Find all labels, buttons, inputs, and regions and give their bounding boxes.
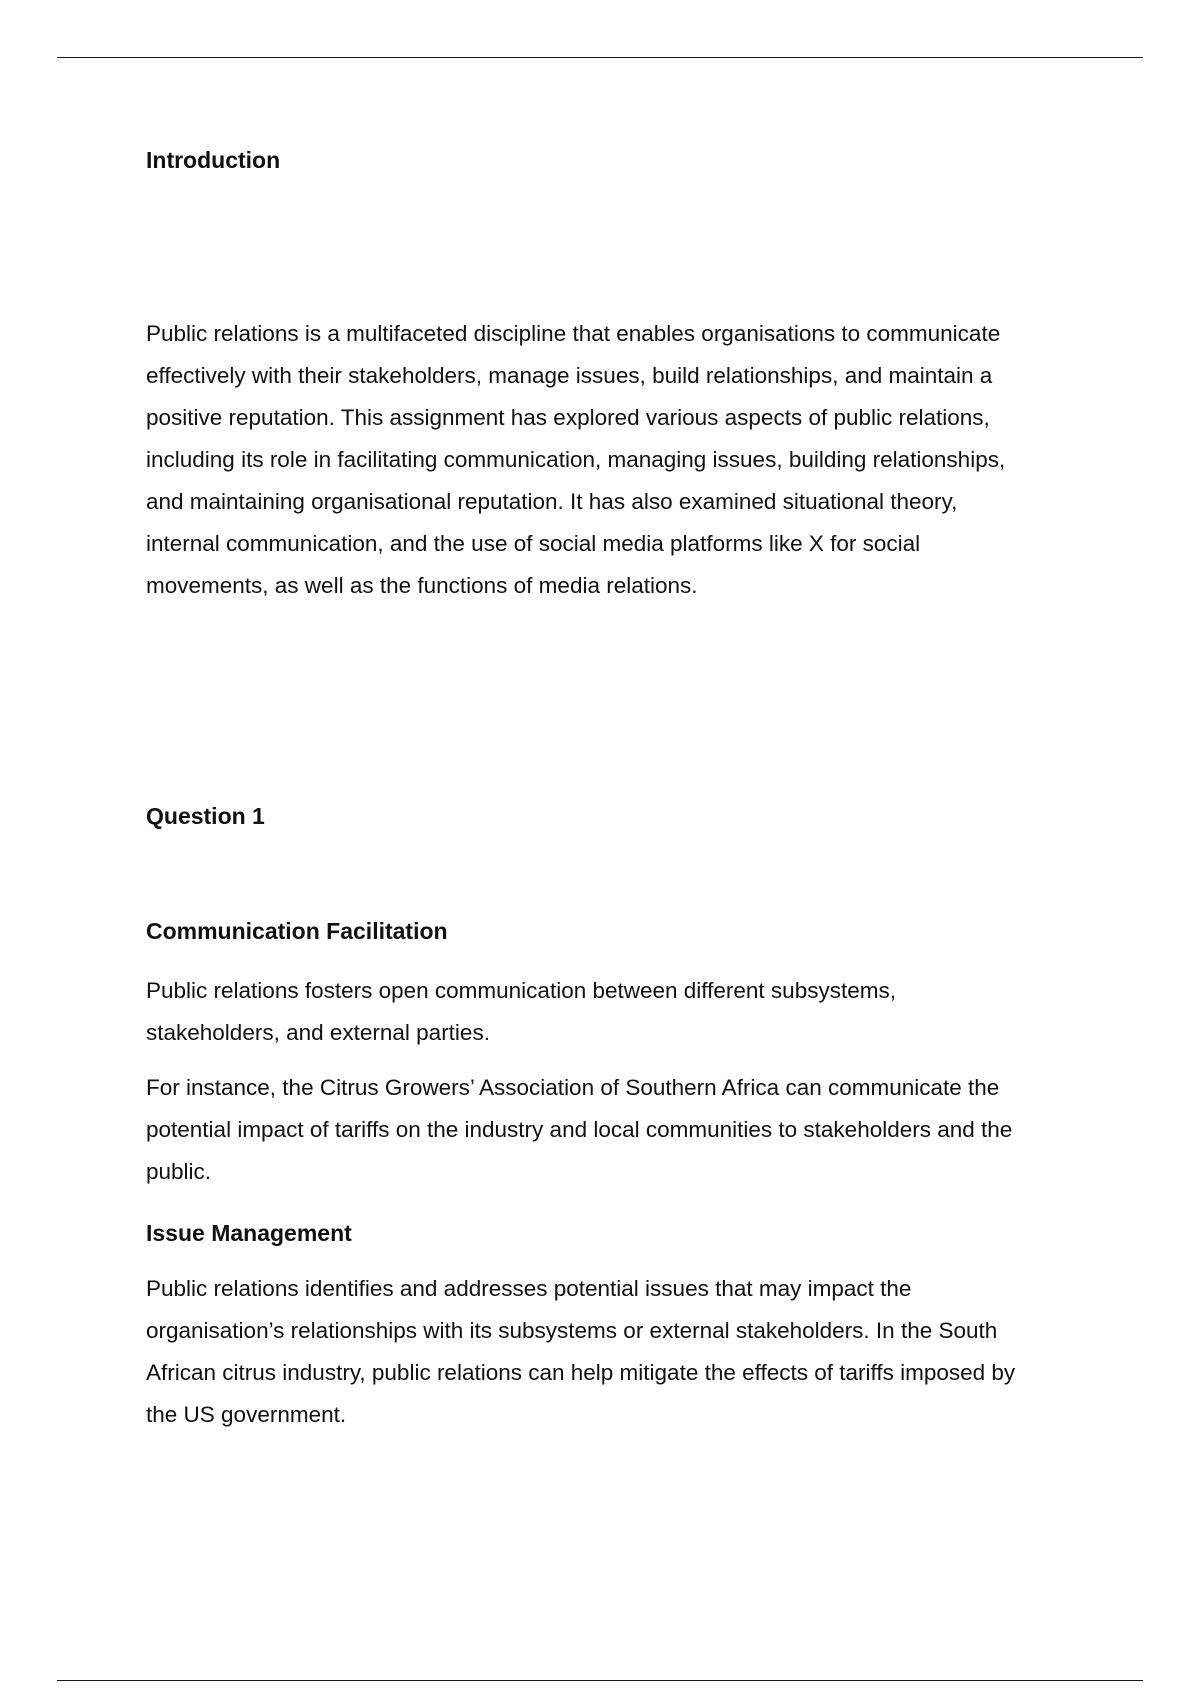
paragraph-line: including its role in facilitating communication, managing issues, building relationships, — [146, 447, 1006, 472]
communication-facilitation-heading: Communication Facilitation — [146, 918, 448, 944]
question-1-heading: Question 1 — [146, 803, 265, 829]
paragraph-line: the US government. — [146, 1402, 347, 1427]
issue-management-heading: Issue Management — [146, 1220, 352, 1246]
paragraph-line: positive reputation. This assignment has explored various aspects of public relations, — [146, 405, 990, 430]
paragraph-line: potential impact of tariffs on the industry and local communities to stakeholders and the — [146, 1117, 1013, 1142]
paragraph-line: Public relations identifies and addresses potential issues that may impact the — [146, 1276, 912, 1301]
paragraph-line: internal communication, and the use of social media platforms like X for social — [146, 531, 921, 556]
footer-rule — [57, 1680, 1143, 1681]
paragraph-line: and maintaining organisational reputation. It has also examined situational theory, — [146, 489, 958, 514]
communication-paragraph-2 — [146, 1067, 1096, 1193]
communication-paragraph-1 — [146, 970, 1096, 1054]
paragraph-line: effectively with their stakeholders, manage issues, build relationships, and maintain a — [146, 363, 993, 388]
introduction-heading: Introduction — [146, 147, 281, 173]
paragraph-line: public. — [146, 1159, 212, 1184]
paragraph-line: For instance, the Citrus Growers’ Association of Southern Africa can communicate the — [146, 1075, 1000, 1100]
paragraph-line: movements, as well as the functions of media relations. — [146, 573, 698, 598]
paragraph-line: Public relations fosters open communication between different subsystems, — [146, 978, 896, 1003]
issue-management-paragraph — [146, 1268, 1096, 1436]
paragraph-line: Public relations is a multifaceted discipline that enables organisations to communicate — [146, 321, 1001, 346]
header-rule — [57, 57, 1143, 58]
paragraph-line: organisation’s relationships with its subsystems or external stakeholders. In the South — [146, 1318, 998, 1343]
paragraph-line: stakeholders, and external parties. — [146, 1020, 490, 1045]
introduction-paragraph — [146, 313, 1096, 607]
paragraph-line: African citrus industry, public relations can help mitigate the effects of tariffs imposed by — [146, 1360, 1016, 1385]
